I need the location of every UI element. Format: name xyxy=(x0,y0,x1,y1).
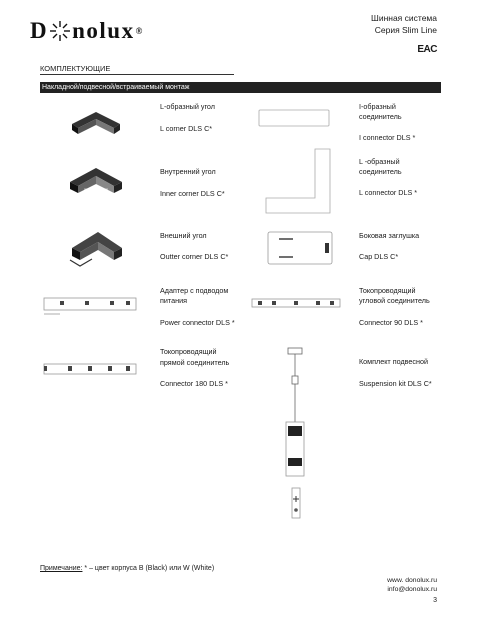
item-l-connector-ru2: соединитель xyxy=(359,167,402,176)
item-suspension-kit-ru: Комплект подвесной xyxy=(359,357,428,366)
section-divider xyxy=(40,74,234,75)
brand-logo xyxy=(30,18,144,44)
website-link[interactable]: www. donolux.ru xyxy=(387,577,437,584)
section-title: КОМПЛЕКТУЮЩИЕ xyxy=(40,64,111,73)
header-line1: Шинная система xyxy=(371,13,437,23)
outer-corner-image xyxy=(64,226,128,274)
connector-90-image xyxy=(250,294,342,314)
item-inner-corner-en: Inner corner DLS C* xyxy=(160,189,225,198)
item-outer-corner-en: Outter corner DLS C* xyxy=(160,252,229,261)
note xyxy=(40,565,214,572)
header-series xyxy=(371,12,437,36)
item-power-connector-en: Power connector DLS * xyxy=(160,318,235,327)
item-l-connector-ru1: L -образный xyxy=(359,157,400,166)
item-i-connector-ru2: соединитель xyxy=(359,112,402,121)
header-line2: Серия Slim Line xyxy=(374,25,437,35)
item-i-connector-en: I connector DLS * xyxy=(359,133,416,142)
connector-180-image xyxy=(40,360,140,380)
sun-logo-icon xyxy=(49,20,71,42)
item-cap-ru: Боковая заглушка xyxy=(359,231,420,240)
item-cap-en: Cap DLS C* xyxy=(359,252,399,261)
item-power-connector-ru2: питания xyxy=(160,296,187,305)
contact-block xyxy=(387,576,437,594)
item-inner-corner-ru: Внутренний угол xyxy=(160,167,216,176)
inner-corner-image xyxy=(64,162,128,206)
note-label: Примечание: xyxy=(40,565,83,572)
item-connector-180-ru1: Токопроводящий xyxy=(160,347,217,356)
item-connector-180-en: Connector 180 DLS * xyxy=(160,379,228,388)
registered-mark: ® xyxy=(135,26,144,36)
item-connector-180-ru2: прямой соединитель xyxy=(160,358,230,367)
item-connector-90-en: Connector 90 DLS * xyxy=(359,318,423,327)
item-connector-90-ru1: Токопроводящий xyxy=(359,286,416,295)
eac-mark: EAC xyxy=(417,44,437,55)
logo-wordmark: nolux xyxy=(72,18,135,43)
item-l-connector-en: L connector DLS * xyxy=(359,188,418,197)
item-connector-90-ru2: угловой соединитель xyxy=(359,296,430,305)
email-link[interactable]: info@donolux.ru xyxy=(387,586,437,593)
item-power-connector-ru1: Адаптер с подводом xyxy=(160,286,229,295)
l-connector-image xyxy=(265,148,331,214)
page-number: 3 xyxy=(433,597,437,604)
category-bar: Накладной/подвесной/встраиваемый монтаж xyxy=(40,82,441,93)
item-outer-corner-ru: Внешний угол xyxy=(160,231,207,240)
side-cap-image xyxy=(267,231,333,265)
item-i-connector-ru1: I-образный xyxy=(359,102,396,111)
item-l-corner-en: L corner DLS C* xyxy=(160,124,213,133)
power-connector-image xyxy=(40,294,140,318)
suspension-kit-image xyxy=(280,346,310,526)
logo-letter: D xyxy=(30,18,49,43)
note-text: * – цвет корпуса B (Black) или W (White) xyxy=(84,565,215,572)
l-corner-image xyxy=(66,104,126,144)
item-l-corner-ru: L-образный угол xyxy=(160,102,215,111)
i-connector-image xyxy=(258,109,330,127)
item-suspension-kit-en: Suspension kit DLS C* xyxy=(359,379,432,388)
